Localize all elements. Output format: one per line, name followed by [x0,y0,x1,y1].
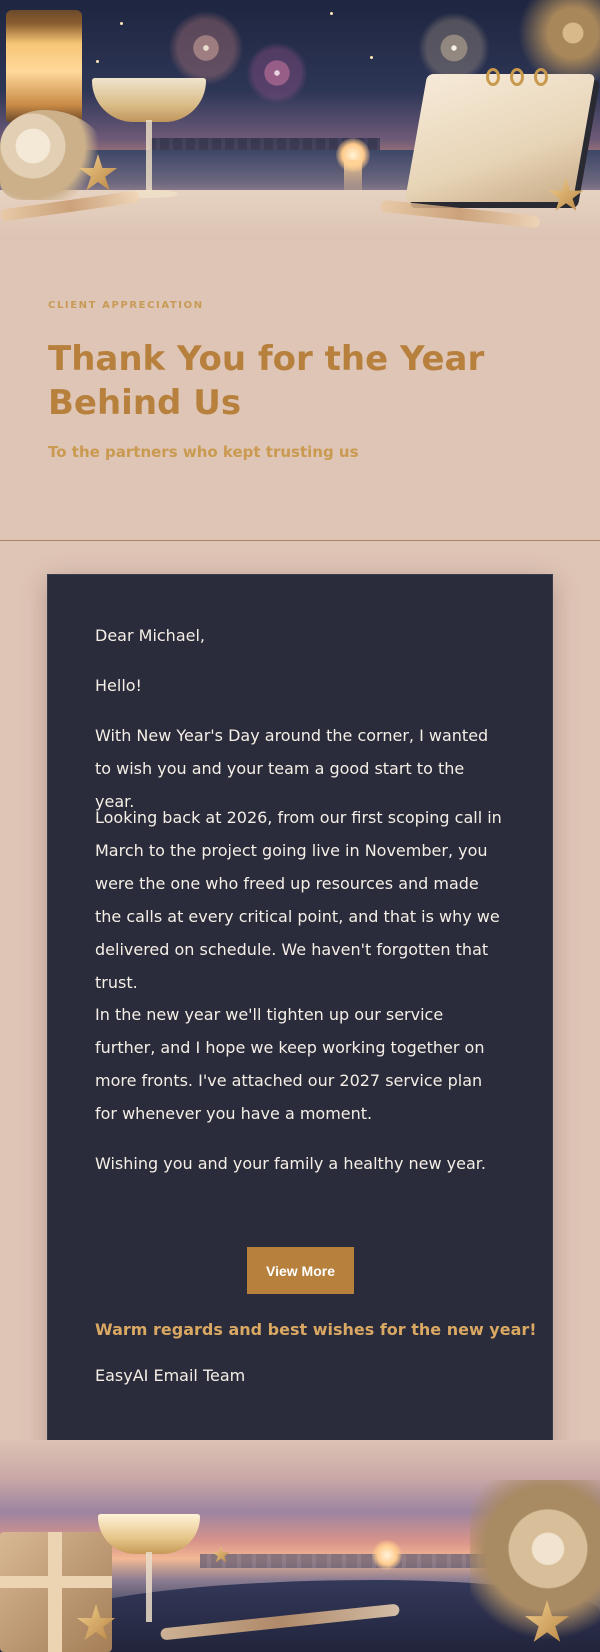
calendar-ring [534,68,548,86]
top-banner-image [0,0,600,240]
letter-paragraph: Wishing you and your family a healthy new year. [95,1154,486,1173]
sunset-sun [372,1540,402,1570]
flower-decoration [0,110,110,200]
letter-paragraph: Looking back at 2026, from our first scoping call in March to the project going live in November, you were the one who freed up resources and made the calls at every critical point, and that is why we delivered on schedule. We haven't forgotten that trust. [95,808,502,992]
letter-greeting: Dear Michael, [95,626,205,645]
section-divider [0,540,600,541]
calendar-ring [486,68,500,86]
champagne-glass [98,1514,200,1554]
bottom-banner-image [0,1440,600,1652]
eyebrow-label: CLIENT APPRECIATION [48,300,204,311]
flower-decoration [470,1480,600,1652]
champagne-glass [92,78,206,122]
letter-hello: Hello! [95,676,142,695]
page-title: Thank You for the Year Behind Us [48,339,485,423]
page-subtitle: To the partners who kept trusting us [48,443,359,461]
gift-box [0,1532,112,1652]
calendar-ring [510,68,524,86]
letter-paragraph: In the new year we'll tighten up our service further, and I hope we keep working together on more fronts. I've attached our 2027 service plan for whenever you have a moment. [95,1005,485,1123]
firework-decoration [242,38,312,108]
signature: EasyAI Email Team [95,1366,246,1385]
letter-paragraph: With New Year's Day around the corner, I wanted to wish you and your team a good start to the year. [95,726,489,811]
view-more-button[interactable]: View More [247,1247,354,1294]
lantern-decoration [6,10,82,122]
letter-card [48,575,552,1458]
closing-line: Warm regards and best wishes for the new year! [95,1320,537,1339]
